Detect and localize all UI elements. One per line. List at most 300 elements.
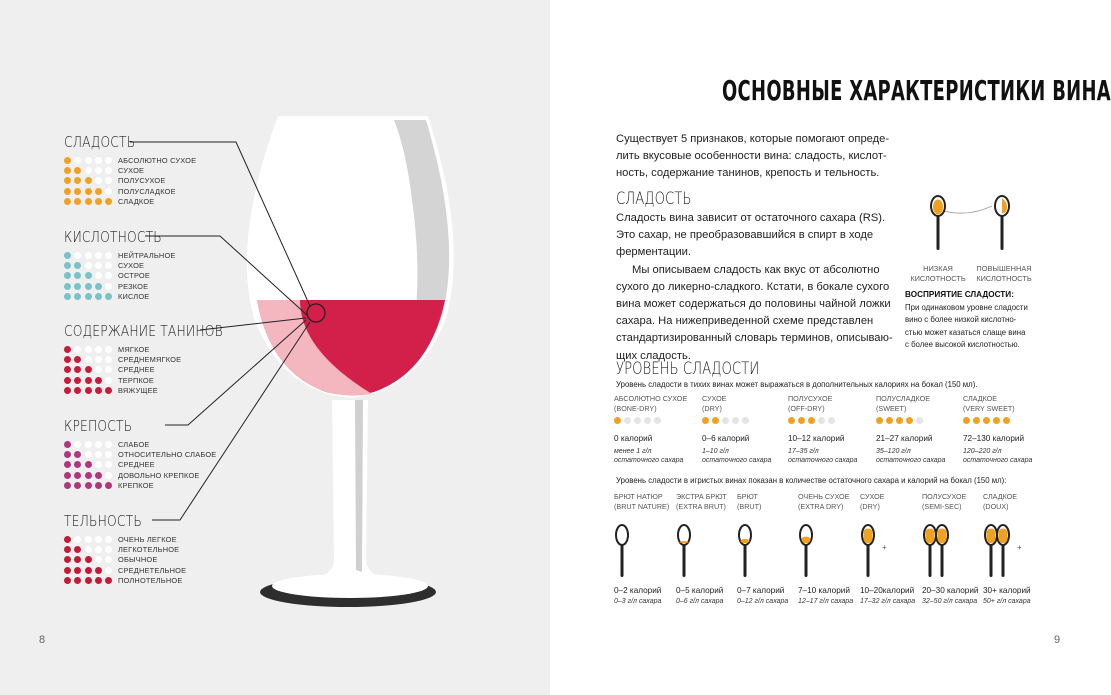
level-alt-name: (BRUT)	[737, 501, 762, 511]
level-dots	[64, 366, 118, 373]
legend-label: СРЕДНЕЕ	[118, 365, 155, 375]
sugar-range: 17–32 г/л сахара	[860, 598, 916, 605]
text-line: вино с более низкой кислотно-	[905, 315, 1017, 325]
spoon-icon	[862, 525, 874, 577]
legend-label: СРЕДНЕЕ	[118, 460, 155, 470]
sparkling-wine-note: Уровень сладости в игристых винах показан в количестве остаточного сахара и калорий на бокал (150 мл):	[616, 476, 1007, 485]
level-alt-name: (SWEET)	[876, 403, 907, 413]
level-dot	[95, 356, 102, 363]
level-dot	[973, 417, 980, 424]
level-dots	[64, 472, 118, 479]
text-line: ферментации.	[616, 246, 691, 259]
level-dot	[95, 346, 102, 353]
legend-label: ПОЛНОТЕЛЬНОЕ	[118, 575, 183, 585]
level-dot	[105, 167, 112, 174]
sugar-label: остаточного сахара	[963, 457, 1033, 464]
sugar-info	[702, 447, 792, 465]
spoon-icon	[920, 520, 960, 580]
legend-label: ОБЫЧНОЕ	[118, 555, 158, 565]
spoon-icon	[739, 525, 751, 577]
level-dot	[64, 387, 71, 394]
text-line: стью может казаться слаще вина	[905, 327, 1026, 337]
glass-stem	[318, 400, 382, 578]
legend-label: ОСТРОЕ	[118, 271, 150, 281]
level-dot	[74, 252, 81, 259]
legend-label: АБСОЛЮТНО СУХОЕ	[118, 155, 197, 165]
legend-label: ЛЕГКОТЕЛЬНОЕ	[118, 544, 180, 554]
level-name: ОЧЕНЬ СУХОЕ	[798, 492, 850, 501]
level-dots	[64, 167, 118, 174]
sugar-range: 120–220 г/л	[963, 448, 1002, 455]
legend-row	[64, 470, 254, 480]
sparkling-level-column	[983, 492, 1047, 511]
sparkling-level-column	[798, 492, 862, 511]
level-dot	[74, 567, 81, 574]
level-dot	[896, 417, 903, 424]
level-dot	[64, 577, 71, 584]
calories-value: 0–7 калорий	[737, 586, 785, 595]
sugar-fill	[938, 529, 947, 543]
still-level-column	[963, 394, 1053, 465]
level-dot	[702, 417, 709, 424]
level-dots	[64, 461, 118, 468]
level-alt-name: (DOUX)	[983, 501, 1009, 511]
level-dot	[722, 417, 729, 424]
spoon-handle	[941, 545, 944, 577]
level-dot	[95, 272, 102, 279]
level-dot	[85, 536, 92, 543]
calories-value: 10–20калорий	[860, 586, 915, 595]
level-dot	[916, 417, 923, 424]
level-alt-name: (BRUT NATURE)	[614, 501, 670, 511]
level-dots	[614, 417, 704, 424]
calories-value: 10–12 калорий	[788, 434, 845, 443]
level-dot	[74, 198, 81, 205]
level-dot	[105, 377, 112, 384]
legend-row	[64, 534, 254, 544]
level-alt-name: (DRY)	[860, 501, 880, 511]
legend-title: КРЕПОСТЬ	[64, 417, 133, 435]
level-dot	[105, 472, 112, 479]
page-number: 9	[1054, 634, 1061, 646]
legend-row	[64, 575, 254, 585]
spoon-handle	[929, 545, 932, 577]
level-dot	[64, 567, 71, 574]
legend-row	[64, 250, 254, 260]
level-name: ПОЛУСУХОЕ	[788, 394, 833, 403]
level-alt-name: (OFF-DRY)	[788, 403, 825, 413]
level-dot	[64, 346, 71, 353]
level-name: СУХОЕ	[860, 492, 885, 501]
level-dot	[105, 293, 112, 300]
level-dot	[886, 417, 893, 424]
legend-row	[64, 449, 254, 459]
level-dot	[95, 198, 102, 205]
level-alt-name: (DRY)	[702, 403, 722, 413]
legend-row	[64, 354, 254, 364]
legend-label: ОТНОСИТЕЛЬНО СЛАБОЕ	[118, 449, 217, 459]
sugar-range: менее 1 г/л	[614, 448, 652, 455]
level-dot	[876, 417, 883, 424]
sweetness-heading: СЛАДОСТЬ	[616, 189, 692, 209]
sugar-range: 0–12 г/л сахара	[737, 598, 789, 605]
level-dot	[85, 177, 92, 184]
legend-group	[64, 512, 254, 585]
level-dot	[85, 387, 92, 394]
text-line: сухого до ликерно-сладкого. Кстати, в бокале сухого	[616, 280, 890, 293]
level-dot	[85, 167, 92, 174]
level-dot	[64, 198, 71, 205]
level-dot	[788, 417, 795, 424]
level-dots	[64, 283, 118, 290]
level-dot	[64, 272, 71, 279]
intro-line: лить вкусовые особенности вина: сладость, кислот-	[616, 150, 887, 162]
legend-row	[64, 439, 254, 449]
level-dot	[95, 293, 102, 300]
intro-line: ность, содержание танинов, крепость и тельность.	[616, 167, 880, 179]
caption-line: ПОВЫШЕННАЯ	[976, 264, 1032, 273]
level-dot	[105, 356, 112, 363]
level-dots	[64, 377, 118, 384]
legend-label: СРЕДНЕТЕЛЬНОЕ	[118, 565, 187, 575]
legend-row	[64, 544, 254, 554]
level-name: БРЮТ НАТЮР	[614, 492, 663, 501]
still-level-column	[702, 394, 792, 465]
level-dot	[105, 546, 112, 553]
level-dot	[64, 461, 71, 468]
sugar-info	[876, 447, 966, 465]
level-dot	[64, 177, 71, 184]
legend-title: СОДЕРЖАНИЕ ТАНИНОВ	[64, 322, 223, 340]
level-dots	[64, 482, 118, 489]
level-dot	[85, 567, 92, 574]
sugar-fill	[926, 529, 935, 543]
legend-title: ТЕЛЬНОСТЬ	[64, 512, 142, 530]
calories-value: 21–27 калорий	[876, 434, 933, 443]
legend-row	[64, 460, 254, 470]
level-dot	[105, 567, 112, 574]
legend-label: ТЕРПКОЕ	[118, 375, 154, 385]
level-dot	[105, 451, 112, 458]
level-dot	[654, 417, 661, 424]
low-acidity-caption	[902, 264, 974, 284]
level-dot	[105, 177, 112, 184]
level-dots	[64, 177, 118, 184]
sparkling-level-column	[614, 492, 678, 511]
level-dot	[906, 417, 913, 424]
level-dot	[105, 482, 112, 489]
legend-label: МЯГКОЕ	[118, 344, 150, 354]
level-name: СУХОЕ	[702, 394, 727, 403]
spoon-low-acidity-icon	[931, 196, 945, 250]
legend-row	[64, 165, 254, 175]
level-dots	[64, 451, 118, 458]
sparkling-level-column	[737, 492, 801, 511]
legend-row	[64, 565, 254, 575]
level-dot	[74, 482, 81, 489]
sugar-range: 32–50 г/л сахара	[922, 598, 978, 605]
legend-row	[64, 186, 254, 196]
sugar-fill	[741, 539, 750, 543]
sweetness-level-heading: УРОВЕНЬ СЛАДОСТИ	[616, 359, 760, 379]
spoon-icon	[924, 525, 936, 577]
sugar-fill	[987, 529, 996, 543]
level-dot	[993, 417, 1000, 424]
plus-sign: +	[1017, 543, 1022, 552]
level-name: СЛАДКОЕ	[983, 492, 1018, 501]
sugar-fill	[864, 529, 873, 543]
level-dot	[105, 441, 112, 448]
level-dot	[74, 577, 81, 584]
level-dot	[85, 272, 92, 279]
level-dot	[95, 177, 102, 184]
level-dot	[85, 451, 92, 458]
level-dot	[95, 546, 102, 553]
level-dot	[105, 252, 112, 259]
page-title: ОСНОВНЫЕ ХАРАКТЕРИСТИКИ ВИНА	[722, 74, 1111, 107]
spoon-icon	[616, 525, 628, 577]
level-dot	[64, 157, 71, 164]
intro-line: Существует 5 признаков, которые помогают опреде-	[616, 133, 890, 145]
sugar-label: остаточного сахара	[876, 457, 946, 464]
level-dot	[798, 417, 805, 424]
level-name: СЛАДКОЕ	[963, 394, 998, 403]
level-alt-name: (VERY SWEET)	[963, 403, 1015, 413]
sugar-range: 1–10 г/л	[702, 448, 729, 455]
spoon-high-acidity-icon	[995, 196, 1009, 250]
level-dot	[95, 536, 102, 543]
level-dot	[95, 567, 102, 574]
legend-row	[64, 271, 254, 281]
perception-text	[905, 302, 1055, 352]
text-line: Сладость вина зависит от остаточного сахара (RS).	[616, 212, 886, 224]
sparkling-level-column	[860, 492, 924, 511]
level-dot	[74, 157, 81, 164]
spoon-bowl	[616, 525, 628, 545]
level-dots	[64, 346, 118, 353]
level-dot	[742, 417, 749, 424]
level-dots	[64, 441, 118, 448]
level-dot	[105, 157, 112, 164]
level-dot	[105, 387, 112, 394]
legend-row	[64, 291, 254, 301]
level-dot	[64, 283, 71, 290]
legend-group	[64, 133, 254, 206]
acidity-spoons-icon	[926, 192, 1016, 258]
level-dot	[95, 252, 102, 259]
level-dots	[64, 556, 118, 563]
level-dot	[64, 262, 71, 269]
level-dot	[95, 577, 102, 584]
level-dot	[74, 546, 81, 553]
level-dot	[85, 482, 92, 489]
calories-value: 30+ калорий	[983, 586, 1031, 595]
level-dots	[963, 417, 1053, 424]
calories-value: 0–6 калорий	[702, 434, 750, 443]
level-dot	[74, 387, 81, 394]
level-dot	[64, 252, 71, 259]
legend-row	[64, 555, 254, 565]
level-dot	[74, 472, 81, 479]
level-dot	[95, 377, 102, 384]
legend-label: СУХОЕ	[118, 165, 145, 175]
level-dot	[85, 546, 92, 553]
calories-value: 0–5 калорий	[676, 586, 724, 595]
level-dot	[105, 461, 112, 468]
spoon-icon	[796, 520, 836, 580]
level-dot	[85, 346, 92, 353]
level-name: АБСОЛЮТНО СУХОЕ	[614, 394, 688, 403]
level-dot	[64, 356, 71, 363]
spoon-handle	[621, 545, 624, 577]
level-dots	[64, 157, 118, 164]
level-name: ПОЛУСЛАДКОЕ	[876, 394, 931, 403]
spoon-icon	[678, 525, 690, 577]
sparkling-level-column	[676, 492, 740, 511]
level-name: БРЮТ	[737, 492, 758, 501]
legend-row	[64, 385, 254, 395]
text-line: щих сладость.	[616, 349, 691, 362]
level-dot	[74, 188, 81, 195]
sugar-label: остаточного сахара	[614, 457, 684, 464]
legend-label: КРЕПКОЕ	[118, 480, 154, 490]
level-dot	[95, 482, 102, 489]
level-alt-name: (EXTRA BRUT)	[676, 501, 726, 511]
level-dot	[64, 377, 71, 384]
level-dot	[85, 198, 92, 205]
level-dot	[95, 283, 102, 290]
level-dot	[64, 441, 71, 448]
high-acidity-caption	[968, 264, 1040, 284]
level-dots	[64, 387, 118, 394]
sugar-range: 50+ г/л сахара	[983, 598, 1031, 605]
level-dot	[95, 366, 102, 373]
legend-row	[64, 480, 254, 490]
sugar-range: 0–3 г/л сахара	[614, 598, 662, 605]
sugar-info	[788, 447, 878, 465]
level-dot	[983, 417, 990, 424]
level-dot	[634, 417, 641, 424]
level-dot	[85, 377, 92, 384]
level-dot	[74, 177, 81, 184]
level-alt-name: (BONE-DRY)	[614, 403, 657, 413]
level-dot	[85, 188, 92, 195]
legend-label: ВЯЖУЩЕЕ	[118, 385, 158, 395]
level-dots	[788, 417, 878, 424]
still-level-column	[876, 394, 966, 465]
level-dot	[74, 272, 81, 279]
level-dot	[95, 556, 102, 563]
legend-row	[64, 176, 254, 186]
sugar-label: остаточного сахара	[788, 457, 858, 464]
still-level-column	[614, 394, 704, 465]
text-line: Мы описываем сладость как вкус от абсолютно	[632, 263, 880, 276]
level-dot	[64, 293, 71, 300]
level-dot	[85, 556, 92, 563]
text-line: стандартизированный словарь терминов, описываю-	[616, 332, 893, 345]
level-dot	[644, 417, 651, 424]
spoon-icon	[800, 525, 812, 577]
spoon-handle	[990, 545, 993, 577]
level-dot	[64, 546, 71, 553]
level-dot	[74, 451, 81, 458]
legend-label: КИСЛОЕ	[118, 291, 150, 301]
level-dot	[95, 387, 102, 394]
legend-label: РЕЗКОЕ	[118, 281, 149, 291]
level-dot	[818, 417, 825, 424]
sugar-info	[614, 447, 704, 465]
level-dot	[624, 417, 631, 424]
level-dot	[64, 451, 71, 458]
spoon-icon	[997, 525, 1009, 577]
page-number: 8	[39, 634, 46, 646]
level-dots	[64, 567, 118, 574]
level-dot	[64, 556, 71, 563]
legend-row	[64, 155, 254, 165]
level-dot	[74, 536, 81, 543]
level-dots	[64, 546, 118, 553]
calories-value: 0 калорий	[614, 434, 653, 443]
level-dot	[105, 262, 112, 269]
level-dots	[64, 293, 118, 300]
legend-row	[64, 260, 254, 270]
level-dot	[74, 377, 81, 384]
level-alt-name: (EXTRA DRY)	[798, 501, 844, 511]
level-dot	[95, 262, 102, 269]
legend-group	[64, 417, 254, 490]
caption-line: НИЗКАЯ	[923, 264, 953, 273]
still-level-column	[788, 394, 878, 465]
legend-label: ОЧЕНЬ ЛЕГКОЕ	[118, 534, 177, 544]
sugar-fill	[999, 529, 1008, 543]
level-dot	[74, 461, 81, 468]
calories-value: 20–30 калорий	[922, 586, 979, 595]
level-dots	[876, 417, 966, 424]
level-dot	[74, 293, 81, 300]
level-dots	[702, 417, 792, 424]
level-dot	[85, 356, 92, 363]
spoon-icon	[936, 525, 948, 577]
level-dots	[64, 252, 118, 259]
spoon-handle	[805, 545, 808, 577]
legend-title: КИСЛОТНОСТЬ	[64, 228, 162, 246]
legend-label: СЛАБОЕ	[118, 439, 150, 449]
level-dots	[64, 356, 118, 363]
level-dot	[105, 283, 112, 290]
calories-value: 72–130 калорий	[963, 434, 1025, 443]
level-dots	[64, 188, 118, 195]
level-dot	[85, 157, 92, 164]
level-dot	[828, 417, 835, 424]
sugar-range: 0–6 г/л сахара	[676, 598, 724, 605]
intro-paragraph	[616, 131, 916, 182]
spoon-handle	[867, 545, 870, 577]
text-line: сахара. На нижеприведенной схеме представлен	[616, 315, 874, 328]
sugar-range: 35–120 г/л	[876, 448, 911, 455]
legend-group	[64, 228, 254, 301]
sugar-label: остаточного сахара	[702, 457, 772, 464]
level-dots	[64, 262, 118, 269]
level-dot	[85, 472, 92, 479]
level-dot	[85, 461, 92, 468]
level-dot	[64, 482, 71, 489]
level-alt-name: (SEMI-SEC)	[922, 501, 962, 511]
level-dot	[64, 472, 71, 479]
level-dot	[105, 346, 112, 353]
legend-label: СЛАДКОЕ	[118, 196, 155, 206]
text-line: При одинаковом уровне сладости	[905, 303, 1028, 312]
level-dot	[808, 417, 815, 424]
